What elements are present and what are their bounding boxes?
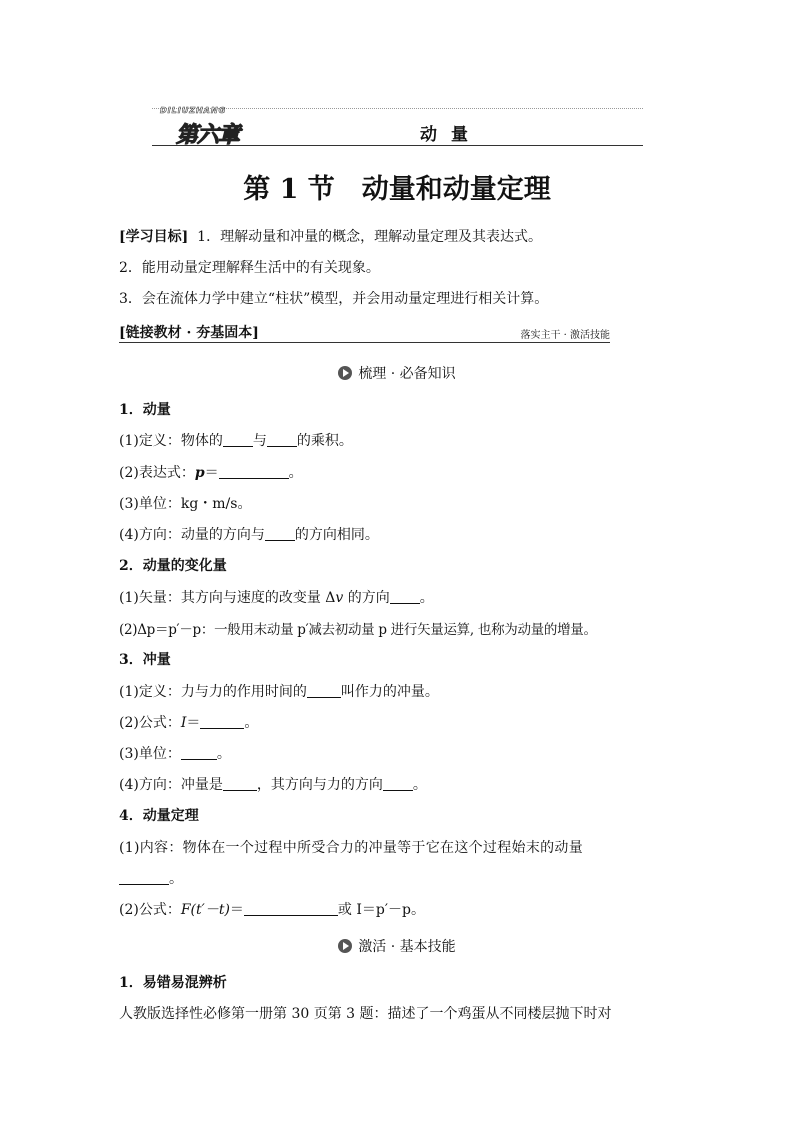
objectives-label: [学习目标]: [119, 229, 189, 245]
blank: [119, 870, 169, 885]
text: 的乘积。: [296, 433, 353, 449]
s3-line-2: [119, 712, 258, 732]
blank: [223, 776, 257, 791]
text: 。: [244, 715, 259, 731]
text: 的方向: [343, 590, 390, 606]
s1-line-4: [119, 524, 379, 544]
var: I: [180, 715, 187, 731]
s2-line-2: (2)Δp＝p′－p：一般用末动量 p′减去初动量 p 进行矢量运算, 也称为动量的增量。: [119, 622, 597, 638]
s3-line-3: [119, 743, 231, 763]
blank: [219, 464, 289, 479]
text: (1)定义：力与力的作用时间的: [119, 684, 307, 700]
var: v: [335, 590, 344, 606]
s1-line-3: (3)单位：kg・m/s。: [119, 496, 252, 512]
text: 的方向相同。: [294, 527, 379, 543]
section-bar-left: [链接教材 · 夯基固本]: [119, 325, 259, 341]
text: (4)方向：动量的方向与: [119, 527, 265, 543]
text: 。: [419, 590, 434, 606]
text: (3)单位：: [119, 746, 181, 762]
blank: [267, 432, 297, 447]
chapter-header: [152, 104, 643, 148]
chapter-logo: 第六章: [176, 123, 240, 148]
s3-title: 3．冲量: [119, 652, 171, 668]
objective-3: 3．会在流体力学中建立“柱状”模型，并会用动量定理进行相关计算。: [119, 291, 549, 307]
s5-title: 1．易错易混辨析: [119, 975, 227, 991]
text: 叫作力的冲量。: [340, 684, 439, 700]
text: 与: [252, 433, 267, 449]
objective-2: 2．能用动量定理解释生活中的有关现象。: [119, 260, 380, 276]
play-icon: [338, 939, 352, 953]
text: 。: [412, 777, 427, 793]
text: (1)矢量：其方向与速度的改变量 Δ: [119, 590, 336, 606]
text: 。: [216, 746, 231, 762]
s2-title: 2．动量的变化量: [119, 558, 227, 574]
s3-line-1: [119, 681, 439, 701]
part1-heading: [0, 363, 794, 383]
chapter-pinyin-logo: DILIUZHANG: [160, 106, 227, 115]
s4-title: 4．动量定理: [119, 808, 199, 824]
text: 。: [169, 871, 183, 887]
blank: [390, 589, 420, 604]
var: p: [194, 465, 205, 481]
s1-line-1: [119, 430, 353, 450]
text: ，其方向与力的方向: [256, 777, 383, 793]
chapter-subject: 动量: [420, 125, 482, 145]
blank: [307, 683, 341, 698]
s2-line-1: [119, 587, 434, 607]
var: F(t′－t): [180, 902, 230, 918]
text: ＝: [186, 715, 201, 731]
s4-line-1: (1)内容：物体在一个过程中所受合力的冲量等于它在这个过程始末的动量: [119, 840, 584, 856]
s5-line-1: 人教版选择性必修第一册第 30 页第 3 题：描述了一个鸡蛋从不同楼层抛下时对: [119, 1006, 612, 1022]
blank: [200, 714, 244, 729]
blank: [383, 776, 413, 791]
text: 。: [288, 465, 303, 481]
text: (2)表达式：: [119, 465, 195, 481]
header-rule: [152, 145, 643, 146]
text: ＝: [229, 902, 244, 918]
blank: [244, 901, 338, 916]
objective-1: [119, 226, 542, 246]
s4-line-1-cont: [119, 868, 183, 888]
page-title: 第 1 节 动量和动量定理: [243, 174, 551, 205]
section-bar-right: 落实主干 · 激活技能: [520, 330, 610, 341]
text: ＝: [204, 465, 219, 481]
play-icon: [338, 366, 352, 380]
blank: [265, 526, 295, 541]
text: (2)公式：: [119, 902, 181, 918]
s4-line-2: [119, 899, 425, 919]
objective-text: 1．理解动量和冲量的概念，理解动量定理及其表达式。: [197, 229, 543, 245]
section-bar: [119, 322, 610, 343]
s1-line-2: [119, 462, 303, 482]
part1-heading-text: 梳理 · 必备知识: [358, 366, 456, 382]
text: (1)定义：物体的: [119, 433, 223, 449]
text: (2)公式：: [119, 715, 181, 731]
part2-heading: [0, 936, 794, 956]
blank: [181, 745, 217, 760]
part2-heading-text: 激活 · 基本技能: [358, 939, 456, 955]
text: 或 I＝p′－p。: [337, 902, 426, 918]
s3-line-4: [119, 774, 427, 794]
s1-title: 1．动量: [119, 402, 171, 418]
text: (4)方向：冲量是: [119, 777, 223, 793]
blank: [223, 432, 253, 447]
